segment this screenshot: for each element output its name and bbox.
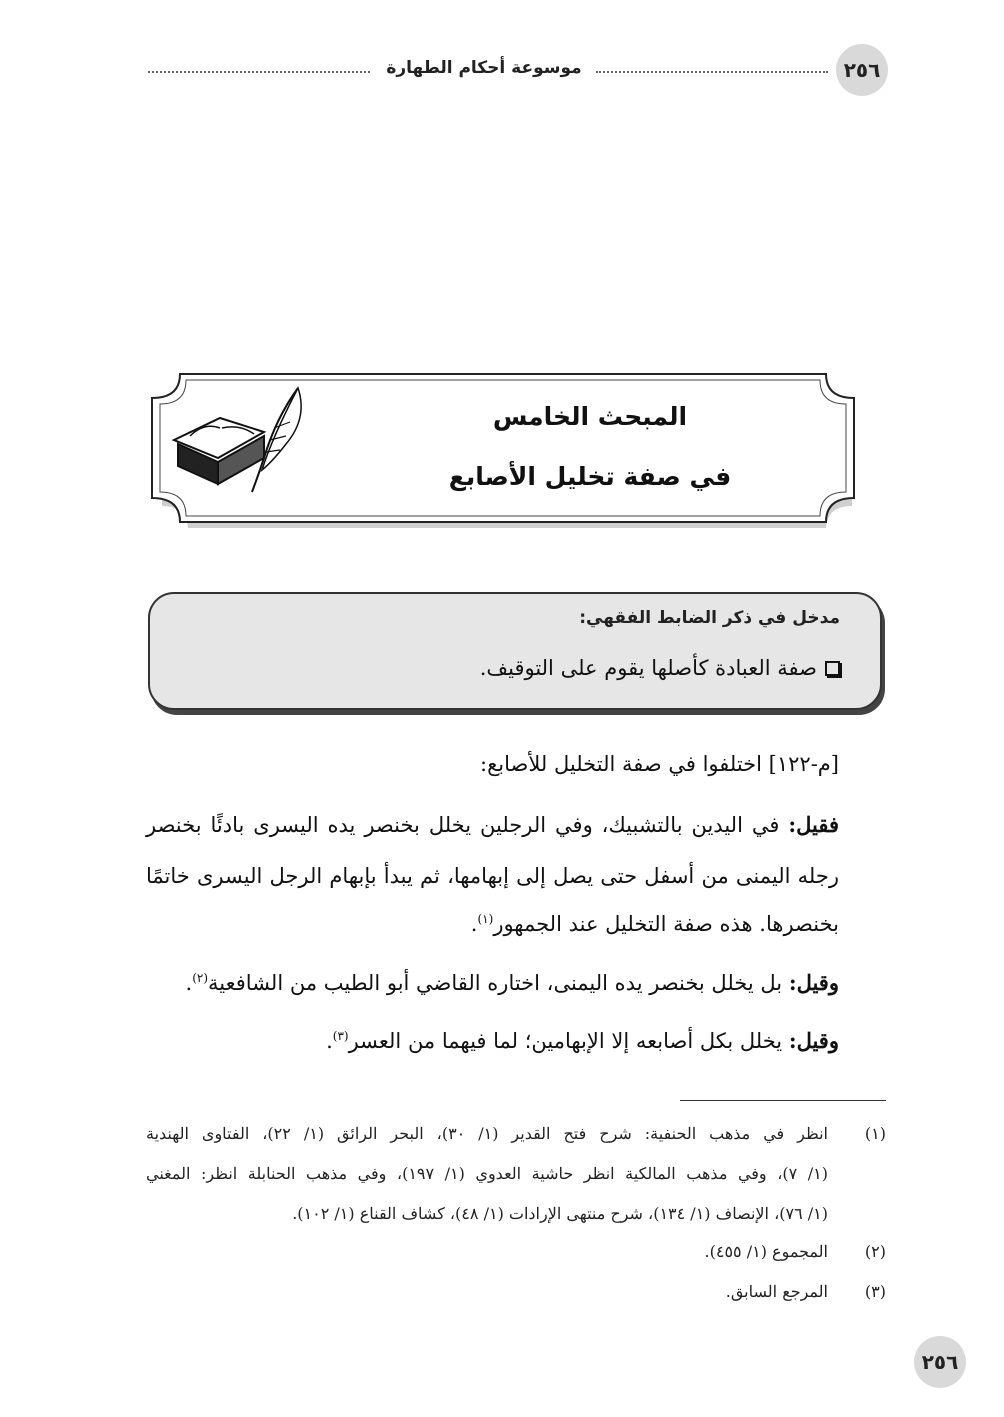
- paragraph-1-text-1: في اليدين بالتشبيك، وفي الرجلين يخلل بخنصر يده اليسرى بادئًا بخنصر: [146, 813, 780, 837]
- header-dotted-leader-right: [596, 71, 828, 73]
- paragraph-1-line-3: [471, 912, 839, 936]
- paragraph-1-line-1: [146, 812, 839, 837]
- footnote-3-number: (٣): [864, 1282, 886, 1301]
- footnote-separator: [680, 1100, 886, 1101]
- paragraph-2-period: .: [185, 971, 193, 995]
- header-dotted-leader-left: [148, 71, 370, 73]
- footnote-1-line-2: (١/ ٧)، وفي مذهب المالكية انظر حاشية العدوي (١/ ١٩٧)، وفي مذهب الحنابلة انظر: المغني: [146, 1164, 828, 1183]
- fiqh-rule-box: [148, 592, 882, 710]
- footnote-1-line-3: (١/ ٧٦)، الإنصاف (١/ ١٣٤)، شرح منتهى الإرادات (١/ ٤٨)، كشاف القناع (١/ ١٠٢).: [292, 1204, 828, 1223]
- footnote-ref-1[interactable]: (١): [477, 912, 494, 926]
- chapter-frame: [146, 372, 860, 528]
- paragraph-3-period: .: [326, 1029, 333, 1053]
- footnote-ref-3[interactable]: (٣): [332, 1029, 349, 1043]
- paragraph-1-text-3: بخنصرها. هذه صفة التخليل عند الجمهور: [493, 912, 839, 936]
- footnote-2-number: (٢): [864, 1242, 886, 1261]
- paragraph-2-text: بل يخلل بخنصر يده اليمنى، اختاره القاضي أبو الطيب من الشافعية: [208, 971, 783, 995]
- footnote-1-number: (١): [864, 1124, 886, 1143]
- paragraph-1-label: فقيل:: [788, 812, 839, 837]
- footnote-2-text: المجموع (١/ ٤٥٥).: [704, 1242, 828, 1261]
- paragraph-3: [326, 1028, 839, 1053]
- rule-statement-line: [480, 656, 840, 680]
- footer-page-number: ٢٥٦: [921, 1350, 959, 1374]
- running-title: موسوعة أحكام الطهارة: [386, 58, 582, 78]
- page-number-badge: [836, 44, 888, 96]
- paragraph-2: [186, 970, 839, 995]
- square-bullet-icon: [825, 661, 840, 676]
- rule-box-title: مدخل في ذكر الضابط الفقهي:: [579, 608, 840, 628]
- paragraph-3-text: يخلل بكل أصابعه إلا الإبهامين؛ لما فيهما من العسر: [348, 1029, 783, 1053]
- footnote-3-text: المرجع السابق.: [725, 1282, 828, 1301]
- footer-page-number-badge: [914, 1336, 966, 1388]
- rule-statement: صفة العبادة كأصلها يقوم على التوقيف.: [479, 656, 817, 680]
- paragraph-3-label: وقيل:: [788, 1028, 839, 1053]
- chapter-heading: المبحث الخامس: [492, 402, 688, 431]
- footnote-ref-2[interactable]: (٢): [192, 971, 209, 985]
- footnote-1-line-1: انظر في مذهب الحنفية: شرح فتح القدير (١/ ٣٠)، البحر الرائق (١/ ٢٢)، الفتاوى الهندية: [146, 1124, 828, 1143]
- paragraph-1-period: .: [470, 912, 478, 936]
- paragraph-2-label: وقيل:: [788, 970, 839, 995]
- intro-line: [م-١٢٢] اختلفوا في صفة التخليل للأصابع:: [480, 752, 839, 776]
- chapter-subheading: في صفة تخليل الأصابع: [448, 462, 732, 491]
- paragraph-1-line-2: رجله اليمنى من أسفل حتى يصل إلى إبهامها، ثم يبدأ بإبهام الرجل اليسرى خاتمًا: [146, 864, 839, 888]
- page-number: ٢٥٦: [843, 58, 881, 82]
